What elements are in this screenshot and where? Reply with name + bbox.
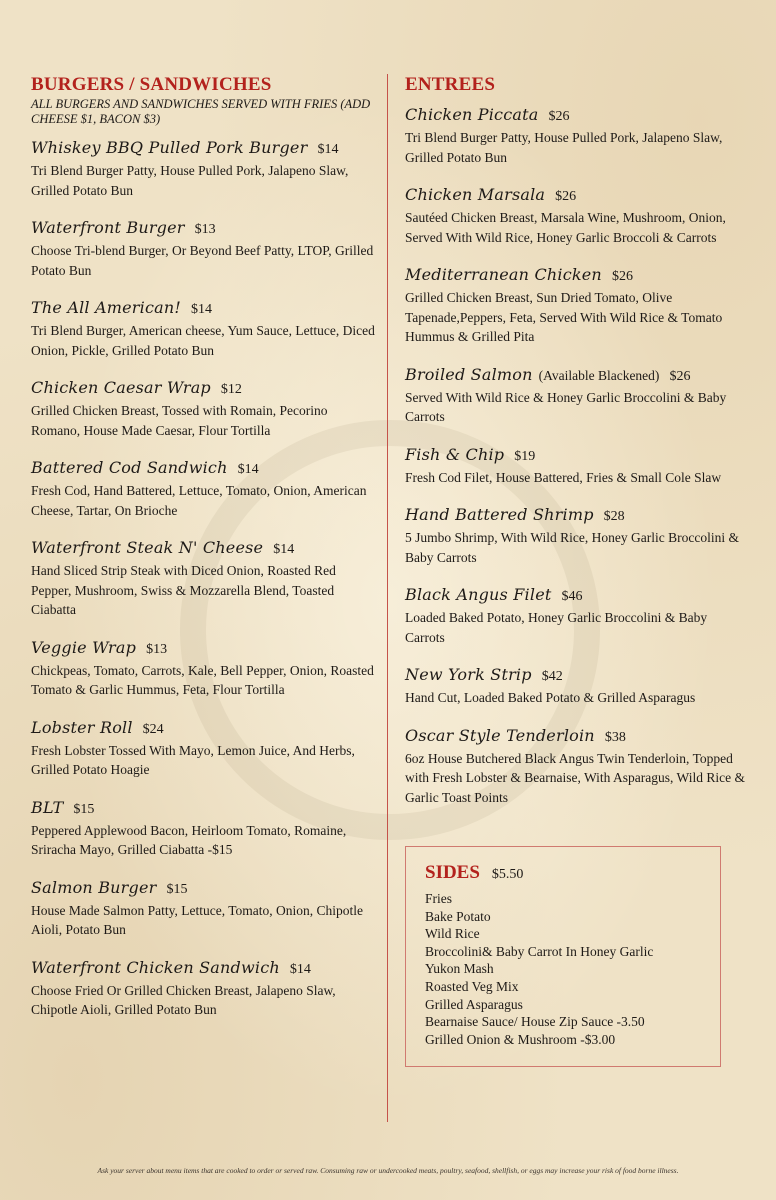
menu-item-description: Grilled Chicken Breast, Sun Dried Tomato, Olive Tapenade,Peppers, Feta, Served With Wild Rice & Tomato Hummus & Grilled Pita — [405, 290, 723, 344]
menu-item-name: Waterfront Burger — [31, 218, 185, 237]
menu-item-header — [31, 637, 376, 661]
menu-item-name: New York Strip — [405, 665, 532, 684]
menu-item — [405, 504, 750, 567]
menu-item-name: Hand Battered Shrimp — [405, 505, 594, 524]
menu-item-description: Hand Cut, Loaded Baked Potato & Grilled Asparagus — [405, 690, 696, 705]
menu-item-price: $14 — [191, 302, 213, 317]
menu-item-name: Chicken Caesar Wrap — [31, 378, 211, 397]
menu-item-price: $28 — [603, 509, 625, 524]
menu-item-name: The All American! — [31, 298, 182, 317]
menu-item-price: $24 — [142, 721, 164, 737]
menu-item-name: Broiled Salmon — [405, 364, 533, 384]
menu-item-description: Hand Sliced Strip Steak with Diced Onion, Roasted Red Pepper, Mushroom, Swiss & Mozzarella Blend, Toasted Ciabatta — [31, 563, 336, 617]
menu-item — [405, 664, 750, 708]
menu-item-name: BLT — [31, 797, 64, 817]
menu-item-header — [405, 264, 750, 288]
sides-price: $5.50 — [491, 867, 524, 882]
menu-item-price: $46 — [561, 589, 583, 604]
menu-item-name: Chicken Marsala — [405, 185, 546, 204]
side-item: Broccolini& Baby Carrot In Honey Garlic — [425, 943, 654, 959]
menu-item-header — [405, 504, 750, 528]
menu-item-price: $14 — [237, 462, 259, 477]
menu-item — [31, 377, 376, 440]
menu-item — [31, 637, 376, 700]
menu-item-description: Peppered Applewood Bacon, Heirloom Tomato, Romaine, Sriracha Mayo, Grilled Ciabatta -$15 — [31, 822, 347, 857]
menu-item-price: $26 — [555, 189, 577, 204]
menu-item — [405, 264, 750, 347]
menu-item-description: Tri Blend Burger, American cheese, Yum Sauce, Lettuce, Diced Onion, Pickle, Grilled Potato Bun — [31, 323, 375, 358]
burgers-section — [31, 74, 376, 1037]
menu-item-description: Tri Blend Burger Patty, House Pulled Pork, Jalapeno Slaw, Grilled Potato Bun — [31, 163, 349, 198]
menu-item — [31, 457, 376, 520]
menu-item — [31, 137, 376, 200]
menu-item-price: $14 — [289, 961, 311, 977]
menu-item-header — [405, 664, 750, 688]
menu-item-price: $26 — [611, 269, 633, 284]
menu-item-description: Grilled Chicken Breast, Tossed with Romain, Pecorino Romano, House Made Caesar, Flour Tortilla — [31, 403, 328, 438]
menu-item-note: (Available Blackened) — [538, 367, 660, 383]
burgers-list — [31, 137, 376, 1020]
menu-item-price: $42 — [541, 669, 563, 684]
menu-item-header — [405, 104, 750, 128]
menu-item — [31, 797, 376, 860]
menu-item — [31, 537, 376, 620]
menu-item-header — [31, 957, 376, 981]
menu-item — [31, 217, 376, 280]
menu-item-name: Lobster Roll — [31, 717, 133, 737]
sides-header — [425, 862, 701, 884]
menu-item-name: Chicken Piccata — [405, 105, 539, 124]
menu-item-name: Battered Cod Sandwich — [31, 458, 228, 477]
burgers-title: BURGERS / SANDWICHES — [31, 74, 272, 95]
menu-item-name: Salmon Burger — [31, 877, 157, 897]
menu-item — [405, 104, 750, 167]
menu-item — [31, 717, 376, 780]
menu-item-header — [31, 717, 376, 741]
menu-item-price: $13 — [146, 641, 168, 657]
menu-item-description: House Made Salmon Patty, Lettuce, Tomato, Onion, Chipotle Aioli, Potato Bun — [31, 902, 364, 937]
sides-box — [405, 846, 721, 1067]
menu-item-name: Black Angus Filet — [405, 585, 552, 604]
menu-item-header — [31, 297, 376, 321]
menu-item-price: $15 — [166, 881, 188, 897]
menu-item — [31, 297, 376, 360]
side-item: Wild Rice — [425, 926, 480, 942]
entrees-title: ENTREES — [405, 74, 496, 95]
menu-item-price: $13 — [194, 222, 216, 237]
menu-item-description: Chickpeas, Tomato, Carrots, Kale, Bell Pepper, Onion, Roasted Tomato & Garlic Hummus, Feta, Flour Tortilla — [31, 662, 374, 697]
menu-item-header — [31, 537, 376, 561]
menu-item-name: Mediterranean Chicken — [405, 265, 602, 284]
menu-item-description: Choose Tri-blend Burger, Or Beyond Beef Patty, LTOP, Grilled Potato Bun — [31, 243, 374, 278]
menu-item-header — [405, 444, 750, 468]
menu-item-description: Fresh Cod Filet, House Battered, Fries & Small Cole Slaw — [405, 469, 722, 485]
menu-item-description: Choose Fried Or Grilled Chicken Breast, Jalapeno Slaw, Chipotle Aioli, Grilled Potato Bun — [31, 982, 336, 1017]
menu-item-price: $38 — [604, 729, 626, 745]
side-item: Roasted Veg Mix — [425, 978, 519, 994]
menu-item-header — [31, 877, 376, 901]
menu-item-description: Fresh Lobster Tossed With Mayo, Lemon Juice, And Herbs, Grilled Potato Hoagie — [31, 742, 355, 777]
menu-item-description: Loaded Baked Potato, Honey Garlic Broccolini & Baby Carrots — [405, 610, 708, 645]
menu-item — [405, 364, 750, 427]
menu-item-name: Waterfront Steak N' Cheese — [31, 538, 264, 557]
side-item: Bearnaise Sauce/ House Zip Sauce -3.50 — [425, 1014, 645, 1030]
menu-item-header — [31, 457, 376, 481]
menu-item-name: Whiskey BBQ Pulled Pork Burger — [31, 138, 308, 157]
menu-item-header — [31, 797, 376, 821]
side-item: Grilled Onion & Mushroom -$3.00 — [425, 1031, 616, 1047]
menu-item-price: $14 — [317, 142, 339, 157]
menu-item — [405, 584, 750, 647]
side-item: Bake Potato — [425, 908, 491, 924]
menu-item-description: Fresh Cod, Hand Battered, Lettuce, Tomato, Onion, American Cheese, Tartar, On Brioche — [31, 483, 367, 518]
entrees-section — [405, 74, 750, 824]
menu-item-name: Waterfront Chicken Sandwich — [31, 957, 280, 977]
menu-item-description: Tri Blend Burger Patty, House Pulled Pork, Jalapeno Slaw, Grilled Potato Bun — [405, 130, 723, 165]
side-item: Yukon Mash — [425, 961, 494, 977]
menu-item-header — [31, 377, 376, 401]
menu-item-header — [405, 725, 750, 749]
menu-item-price: $26 — [548, 109, 570, 124]
menu-item — [31, 877, 376, 940]
menu-item-header — [31, 217, 376, 241]
menu-item-header — [31, 137, 376, 161]
menu-item-description: Served With Wild Rice & Honey Garlic Broccolini & Baby Carrots — [405, 389, 727, 424]
side-item: Grilled Asparagus — [425, 996, 523, 1012]
menu-item — [405, 184, 750, 247]
sides-list — [425, 890, 701, 1048]
menu-item-header — [405, 184, 750, 208]
menu-item-name: Veggie Wrap — [31, 637, 137, 657]
menu-item-price: $14 — [273, 542, 295, 557]
column-divider — [387, 74, 388, 1122]
menu-item — [31, 957, 376, 1020]
burgers-note: ALL BURGERS AND SANDWICHES SERVED WITH FRIES (ADD CHEESE $1, BACON $3) — [31, 97, 371, 126]
menu-item-description: Sautéed Chicken Breast, Marsala Wine, Mushroom, Onion, Served With Wild Rice, Honey Garlic Broccoli & Carrots — [405, 210, 726, 245]
entrees-list — [405, 104, 750, 807]
menu-item-description: 6oz House Butchered Black Angus Twin Tenderloin, Topped with Fresh Lobster & Bearnaise, With Asparagus, Wild Rice & Garlic Toast Points — [405, 750, 745, 805]
menu-item-header — [405, 584, 750, 608]
menu-item-price: $19 — [514, 448, 536, 464]
disclaimer: Ask your server about menu items that are cooked to order or served raw. Consuming raw or undercooked meats, poultry, seafood, shellfish, or eggs may increase your risk of food borne illness. — [97, 1166, 679, 1175]
menu-item — [405, 444, 750, 488]
menu-item-name: Fish & Chip — [405, 444, 505, 464]
menu-item-description: 5 Jumbo Shrimp, With Wild Rice, Honey Garlic Broccolini & Baby Carrots — [405, 530, 739, 565]
menu-item-price: $12 — [220, 382, 242, 397]
menu-item-price: $26 — [669, 368, 691, 384]
side-item: Fries — [425, 891, 452, 906]
sides-title: SIDES — [425, 862, 480, 883]
menu-item-header — [405, 364, 750, 388]
menu-item — [405, 725, 750, 808]
menu-item-price: $15 — [73, 801, 95, 817]
menu-item-name: Oscar Style Tenderloin — [405, 725, 595, 745]
